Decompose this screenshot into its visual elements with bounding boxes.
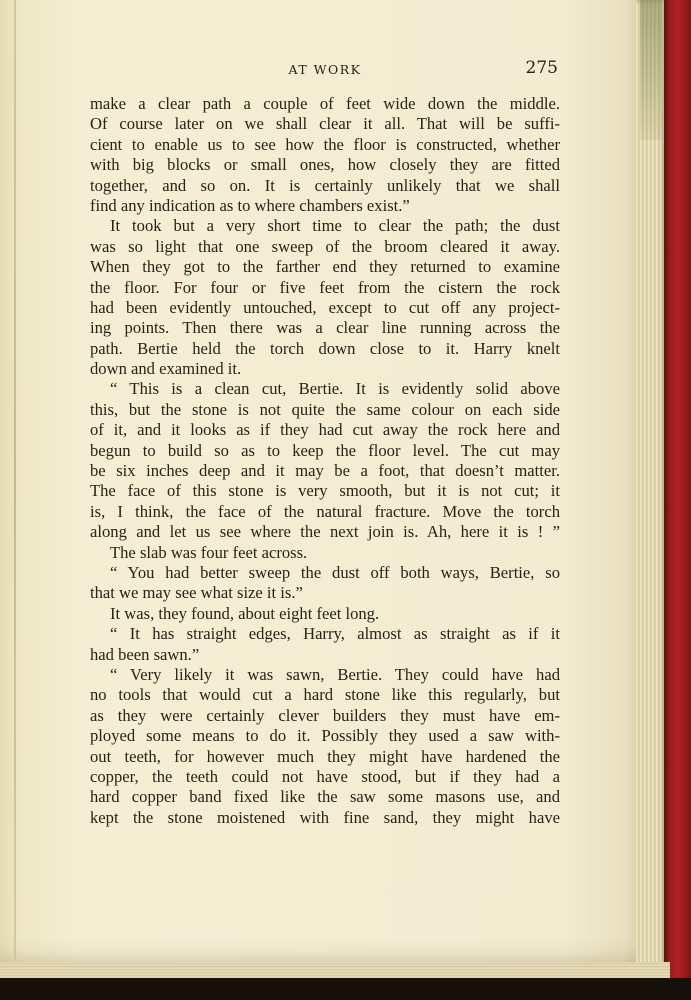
- text-line: out teeth, for however much they might have hardened the: [90, 746, 560, 766]
- text-line: of it, and it looks as if they had cut away the rock here and: [90, 420, 560, 440]
- text-line: along and let us see where the next join is. Ah, here it is ! ”: [90, 522, 560, 542]
- text-line: “ It has straight edges, Harry, almost as straight as if it: [110, 624, 560, 644]
- text-line: cient to enable us to see how the floor is constructed, whether: [90, 134, 560, 154]
- text-line: “ Very likely it was sawn, Bertie. They could have had: [110, 664, 560, 684]
- page-number: 275: [525, 58, 558, 78]
- text-line: The slab was four feet across.: [110, 542, 308, 562]
- text-line: is, I think, the face of the natural fracture. Move the torch: [90, 501, 560, 521]
- text-line: copper, the teeth could not have stood, but if they had a: [90, 766, 560, 786]
- text-line: kept the stone moistened with fine sand, they might have: [90, 807, 560, 827]
- text-line: “ This is a clean cut, Bertie. It is evidently solid above: [110, 379, 560, 399]
- text-line: be six inches deep and it may be a foot, that doesn’t matter.: [90, 461, 560, 481]
- running-head: AT WORK: [288, 62, 362, 77]
- text-line: Of course later on we shall clear it all. That will be suffi-: [90, 114, 560, 134]
- text-line: as they were certainly clever builders they must have em-: [90, 705, 560, 725]
- text-line: When they got to the farther end they returned to examine: [90, 257, 560, 277]
- text-line: together, and so on. It is certainly unlikely that we shall: [90, 175, 560, 195]
- text-line: “ You had better sweep the dust off both ways, Bertie, so: [110, 562, 560, 582]
- text-line: with big blocks or small ones, how closely they are fitted: [90, 155, 560, 175]
- text-line: ing points. Then there was a clear line running across the: [90, 318, 560, 338]
- text-line: no tools that would cut a hard stone like this regularly, but: [90, 685, 560, 705]
- text-line: find any indication as to where chambers exist.”: [90, 195, 410, 215]
- binding-gutter: [14, 0, 16, 960]
- page-header: [90, 58, 560, 82]
- text-line: It took but a very short time to clear the path; the dust: [110, 216, 560, 236]
- text-line: this, but the stone is not quite the same colour on each side: [90, 399, 560, 419]
- text-line: was so light that one sweep of the broom cleared it away.: [90, 236, 560, 256]
- text-line: the floor. For four or five feet from the cistern the rock: [90, 277, 560, 297]
- text-line: that we may see what size it is.”: [90, 583, 303, 603]
- text-line: make a clear path a couple of feet wide down the middle.: [90, 94, 560, 113]
- scan-background: [0, 978, 691, 1000]
- red-book-cover: [664, 0, 691, 990]
- text-line: It was, they found, about eight feet long.: [110, 603, 380, 623]
- text-line: path. Bertie held the torch down close to it. Harry knelt: [90, 338, 560, 358]
- text-line: had been sawn.”: [90, 644, 200, 664]
- edge-stain: [640, 0, 662, 140]
- text-line: The face of this stone is very smooth, but it is not cut; it: [90, 481, 560, 501]
- bottom-page-edges: [0, 962, 670, 978]
- text-line: hard copper band fixed like the saw some masons use, and: [90, 787, 560, 807]
- text-line: ployed some means to do it. Possibly they used a saw with-: [90, 726, 560, 746]
- text-line: down and examined it.: [90, 359, 242, 379]
- body-text: [90, 94, 560, 828]
- text-line: had been evidently untouched, except to cut off any project-: [90, 297, 560, 317]
- text-line: begun to build so as to keep the floor level. The cut may: [90, 440, 560, 460]
